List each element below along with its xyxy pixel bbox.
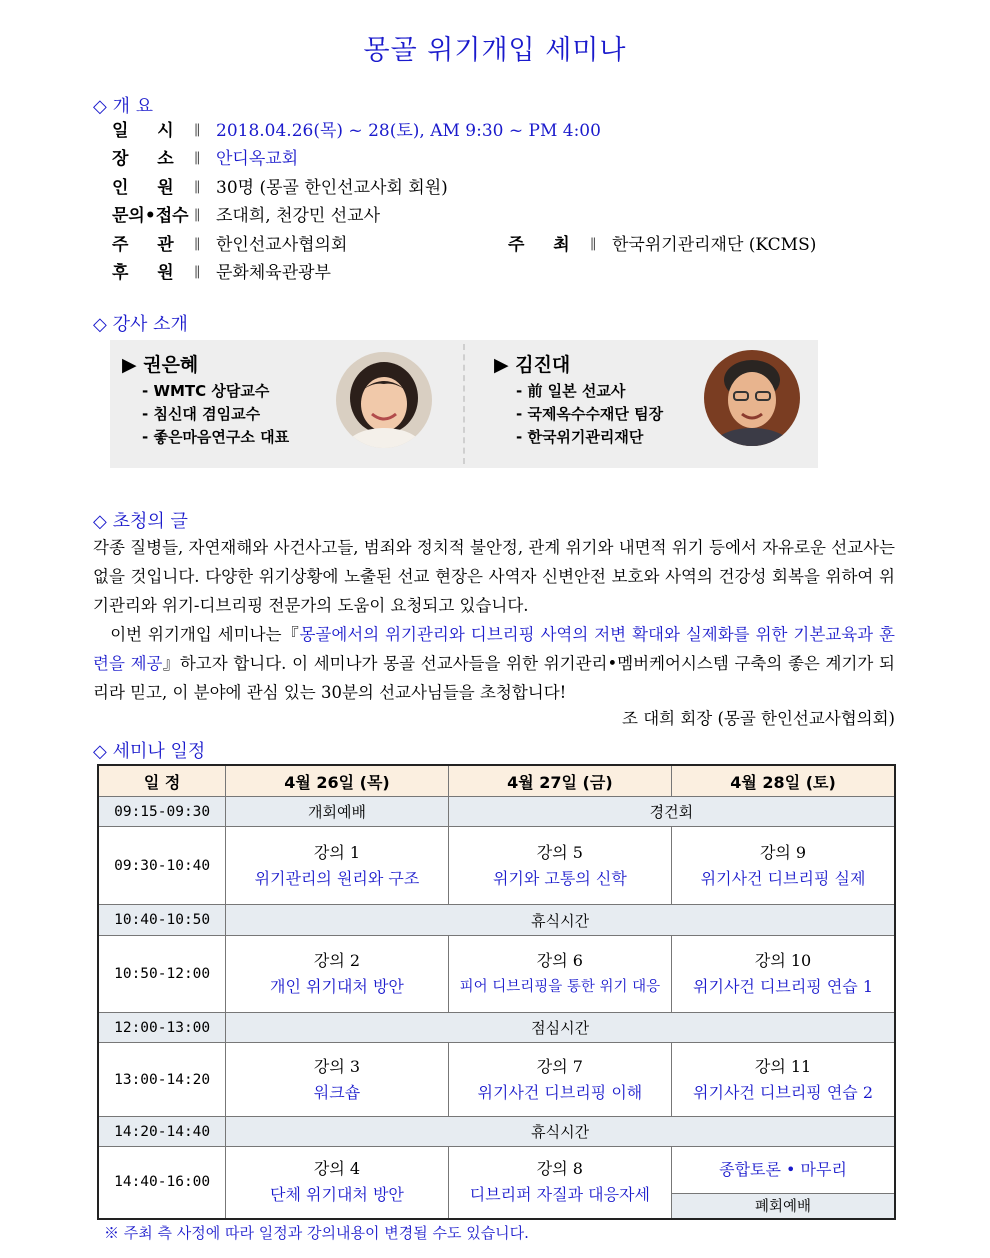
lecturer-divider xyxy=(463,344,465,464)
lecture-topic: 위기관리의 원리와 구조 xyxy=(254,868,420,888)
lecture-number: 강의 2 xyxy=(313,951,361,970)
footnote: ※ 주최 측 사정에 따라 일정과 강의내용이 변경될 수도 있습니다. xyxy=(104,1224,529,1242)
lecture-cell xyxy=(448,1147,671,1219)
time-cell: 09:15-09:30 xyxy=(98,797,226,827)
table-row xyxy=(98,1147,895,1194)
overview-separator: ∥ xyxy=(194,180,201,196)
break-cell: 휴식시간 xyxy=(226,1117,895,1147)
invitation-paragraph-1: 각종 질병들, 자연재해와 사건사고들, 범죄와 정치적 불안정, 관계 위기와 내면적 위기 등에서 자유로운 선교사는 없을 것입니다. 다양한 위기상황에 노출된 선교 현장은 사역자 신변안전 보호와 사역의 건강성 회복을 위하여 위기관리와 위기-디브리핑 전문가의 도움이 요청되고 있습니다. xyxy=(93,538,895,615)
lecturer-photo-avatar xyxy=(336,352,432,448)
credential: - 좋은마음연구소 대표 xyxy=(142,428,290,446)
time-cell: 14:20-14:40 xyxy=(98,1117,226,1147)
lecture-cell xyxy=(672,936,895,1013)
overview-label: 장 소 xyxy=(112,149,174,169)
lecture-number: 강의 7 xyxy=(536,1056,583,1076)
table-row xyxy=(98,797,895,827)
break-cell: 휴식시간 xyxy=(226,905,895,936)
overview-row-attendees xyxy=(112,175,812,201)
time-cell: 10:40-10:50 xyxy=(98,905,226,936)
lecture-topic: 위기사건 디브리핑 실제 xyxy=(700,868,866,888)
header-cell: 4월 28일 (토) xyxy=(672,765,895,797)
lecture-topic: 위기와 고통의 신학 xyxy=(492,868,627,888)
lecture-topic: 종합토론 • 마무리 xyxy=(719,1160,847,1179)
lecture-number: 강의 8 xyxy=(536,1159,583,1179)
overview-separator: ∥ xyxy=(194,151,201,167)
host-label: 주 최 xyxy=(508,235,570,255)
lecture-topic: 위기사건 디브리핑 이해 xyxy=(477,1082,643,1102)
text-span: 』하고자 합니다. 이 세미나가 몽골 선교사들을 위한 위기관리•멤버케어시스템 구축의 좋은 계기가 되리라 믿고, 이 분야에 관심 있는 30분의 선교사님들을 초청합니다! xyxy=(93,654,895,702)
lecture-cell xyxy=(448,827,671,905)
overview-row-organizer xyxy=(112,232,872,258)
overview-separator: ∥ xyxy=(194,123,201,139)
header-cell: 일 정 xyxy=(98,765,226,797)
lecture-number: 강의 3 xyxy=(313,1056,361,1076)
overview-label: 후 원 xyxy=(112,263,174,283)
time-cell: 13:00-14:20 xyxy=(98,1043,226,1117)
overview-label: 문의•접수 xyxy=(112,206,189,226)
overview-value: 2018.04.26(목) ~ 28(토), AM 9:30 ~ PM 4:00 xyxy=(216,121,601,141)
overview-value: 안디옥교회 xyxy=(216,149,299,169)
lecture-cell xyxy=(672,827,895,905)
lecturer-credentials xyxy=(516,380,663,449)
lecture-number: 강의 4 xyxy=(313,1159,361,1179)
lecture-number: 강의 10 xyxy=(754,951,812,970)
overview-value: 문화체육관광부 xyxy=(216,263,331,283)
session-cell: 경건회 xyxy=(448,797,895,827)
lecture-number: 강의 1 xyxy=(313,842,361,862)
highlight-text: 몽골에서의 위기관리와 디브리핑 사역의 저변 확대와 실제화를 위한 기본교육과 훈련을 제공 xyxy=(93,625,895,673)
lecturer-credentials xyxy=(142,380,289,449)
lecture-number: 강의 11 xyxy=(754,1056,812,1076)
lecture-number: 강의 5 xyxy=(536,842,583,862)
overview-label: 인 원 xyxy=(112,178,174,198)
host-value: 한국위기관리재단 (KCMS) xyxy=(612,235,817,255)
time-cell: 10:50-12:00 xyxy=(98,936,226,1013)
overview-value: 조대희, 천강민 선교사 xyxy=(216,206,381,226)
overview-separator: ∥ xyxy=(194,237,201,253)
page-title: 몽골 위기개입 세미나 xyxy=(363,35,627,66)
overview-label: 일 시 xyxy=(112,121,174,141)
schedule-heading: ◇ 세미나 일정 xyxy=(93,741,206,762)
credential: - 한국위기관리재단 xyxy=(516,428,644,446)
credential: - 국제옥수수재단 팀장 xyxy=(516,405,664,423)
table-row xyxy=(98,1117,895,1147)
break-cell: 점심시간 xyxy=(226,1013,895,1043)
lecture-topic: 디브리퍼 자질과 대응자세 xyxy=(469,1185,650,1205)
lecture-cell xyxy=(226,827,448,905)
session-cell: 개회예배 xyxy=(226,797,448,827)
lecture-cell xyxy=(226,936,448,1013)
lecturer-photo-avatar xyxy=(704,350,800,446)
overview-value: 30명 (몽골 한인선교사회 회원) xyxy=(216,178,448,198)
table-row xyxy=(98,1013,895,1043)
overview-row-contact xyxy=(112,203,812,229)
overview-row-date xyxy=(112,118,812,144)
table-row xyxy=(98,827,895,905)
invitation-heading: ◇ 초청의 글 xyxy=(93,511,188,532)
lecture-topic: 개인 위기대처 방안 xyxy=(270,977,404,996)
header-cell: 4월 27일 (금) xyxy=(448,765,671,797)
lecturer-name: ▶ 권은혜 xyxy=(122,354,199,376)
time-cell: 12:00-13:00 xyxy=(98,1013,226,1043)
overview-separator: ∥ xyxy=(590,237,597,253)
overview-separator: ∥ xyxy=(194,265,201,281)
lecturer-name: ▶ 김진대 xyxy=(494,354,571,376)
lecture-cell xyxy=(672,1147,895,1194)
schedule-table xyxy=(97,764,896,1220)
overview-row-place xyxy=(112,146,812,172)
time-cell: 09:30-10:40 xyxy=(98,827,226,905)
lecture-cell xyxy=(226,1043,448,1117)
table-header-row xyxy=(98,765,895,797)
lecture-cell xyxy=(226,1147,448,1219)
header-cell: 4월 26일 (목) xyxy=(226,765,448,797)
lecture-number: 강의 6 xyxy=(536,951,583,970)
lecture-cell xyxy=(448,936,671,1013)
invitation-text xyxy=(93,533,895,707)
overview-label: 주 관 xyxy=(112,235,174,255)
credential: - 前 일본 선교사 xyxy=(516,382,626,400)
signature: 조 대희 회장 (몽골 한인선교사협의회) xyxy=(622,709,895,728)
lecture-topic: 피어 디브리핑을 통한 위기 대응 xyxy=(459,979,661,995)
overview-value: 한인선교사협의회 xyxy=(216,235,348,255)
lecture-topic: 워크숍 xyxy=(313,1082,361,1102)
table-row xyxy=(98,1043,895,1117)
credential: - WMTC 상담교수 xyxy=(142,382,270,400)
invitation-paragraph-2 xyxy=(93,620,895,707)
lecture-cell xyxy=(448,1043,671,1117)
lecture-number: 강의 9 xyxy=(759,842,807,862)
credential: - 침신대 겸임교수 xyxy=(142,405,261,423)
lecture-topic: 단체 위기대처 방안 xyxy=(270,1185,404,1205)
lecture-cell xyxy=(672,1043,895,1117)
lecture-topic: 위기사건 디브리핑 연습 2 xyxy=(693,1082,874,1102)
lecturers-heading: ◇ 강사 소개 xyxy=(93,314,188,335)
table-row xyxy=(98,936,895,1013)
overview-separator: ∥ xyxy=(194,208,201,224)
time-cell: 14:40-16:00 xyxy=(98,1147,226,1219)
lecture-topic: 위기사건 디브리핑 연습 1 xyxy=(693,977,874,996)
lecturer-banner xyxy=(110,340,818,468)
table-row xyxy=(98,905,895,936)
overview-heading: ◇ 개 요 xyxy=(93,96,154,117)
overview-row-sponsor xyxy=(112,260,812,286)
text-span: 이번 위기개입 세미나는『 xyxy=(93,625,300,644)
closing-worship-cell: 폐회예배 xyxy=(672,1194,895,1219)
